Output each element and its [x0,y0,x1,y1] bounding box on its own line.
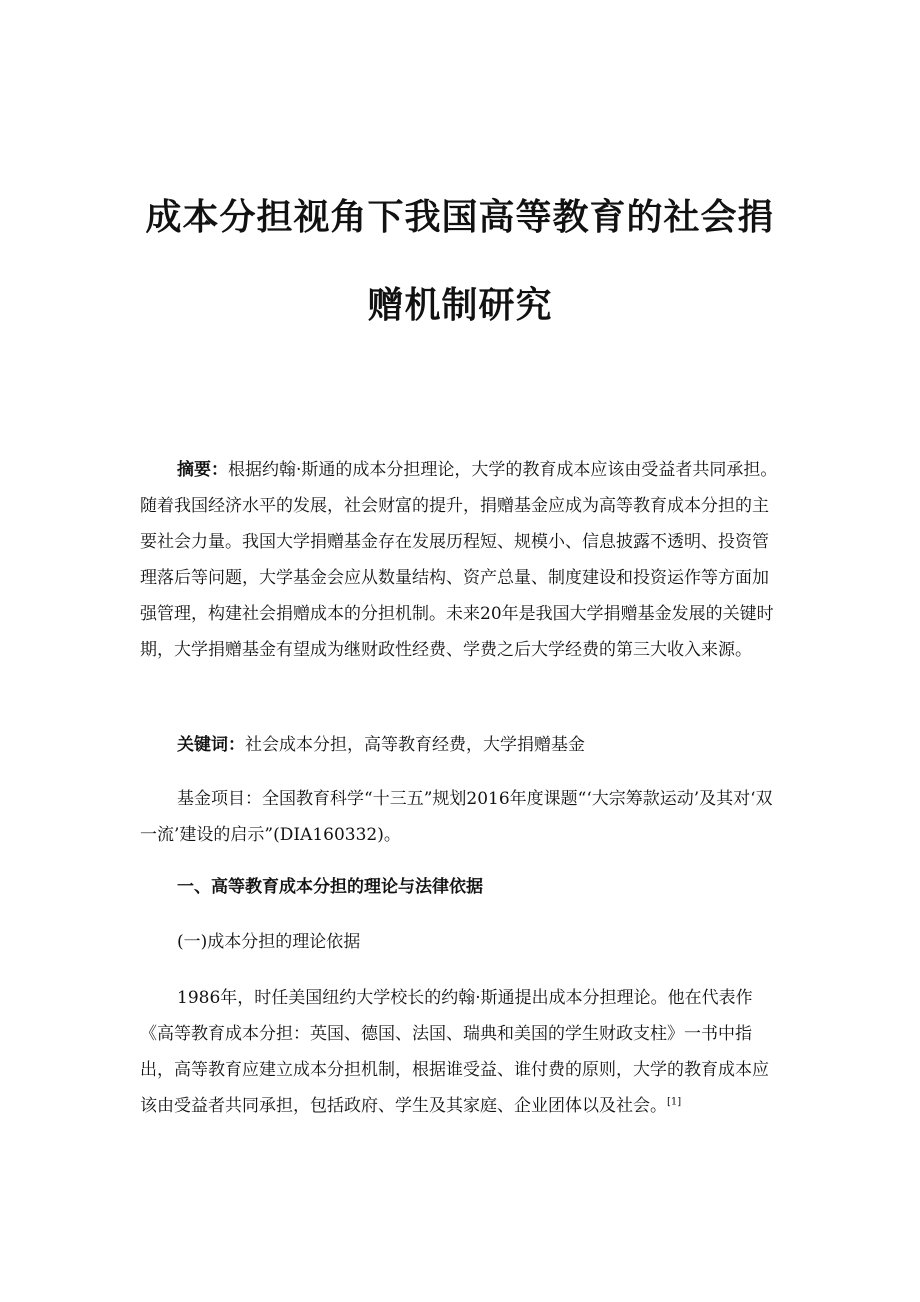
paper-title [120,174,800,350]
body-paragraph-text: 1986年，时任美国纽约大学校长的约翰·斯通提出成本分担理论。他在代表作《高等教育成本分担：英国、德国、法国、瑞典和美国的学生财政支柱》一书中指出，高等教育应建立成本分担机制，根据谁受益、谁付费的原则，大学的教育成本应该由受益者共同承担，包括政府、学生及其家庭、企业团体以及社会。 [140,988,769,1116]
fund-paragraph [140,781,780,853]
keywords-text: 社会成本分担，高等教育经费，大学捐赠基金 [245,735,585,755]
citation-ref[interactable]: [1] [667,1096,682,1108]
abstract-paragraph [140,452,780,668]
abstract-label: 摘要： [177,460,228,480]
section-heading: 一、高等教育成本分担的理论与法律依据 [177,877,483,897]
fund-text: 基金项目：全国教育科学“十三五”规划2016年度课题“‘大宗筹款运动’及其对‘双一流’建设的启示”(DIA160332)。 [140,789,773,845]
body-paragraph [140,980,780,1124]
title-line-1: 成本分担视角下我国高等教育的社会捐 [145,197,775,238]
title-line-2: 赠机制研究 [367,285,553,326]
keywords-paragraph [140,727,780,763]
abstract-text: 根据约翰·斯通的成本分担理论，大学的教育成本应该由受益者共同承担。随着我国经济水平的发展，社会财富的提升，捐赠基金应成为高等教育成本分担的主要社会力量。我国大学捐赠基金存在发展历程短、规模小、信息披露不透明、投资管理落后等问题，大学基金会应从数量结构、资产总量、制度建设和投资运作等方面加强管理，构建社会捐赠成本的分担机制。未来20年是我国大学捐赠基金发展的关键时期，大学捐赠基金有望成为继财政性经费、学费之后大学经费的第三大收入来源。 [140,460,778,660]
keywords-label: 关键词： [177,735,245,755]
subsection-heading: (一)成本分担的理论依据 [177,932,361,952]
